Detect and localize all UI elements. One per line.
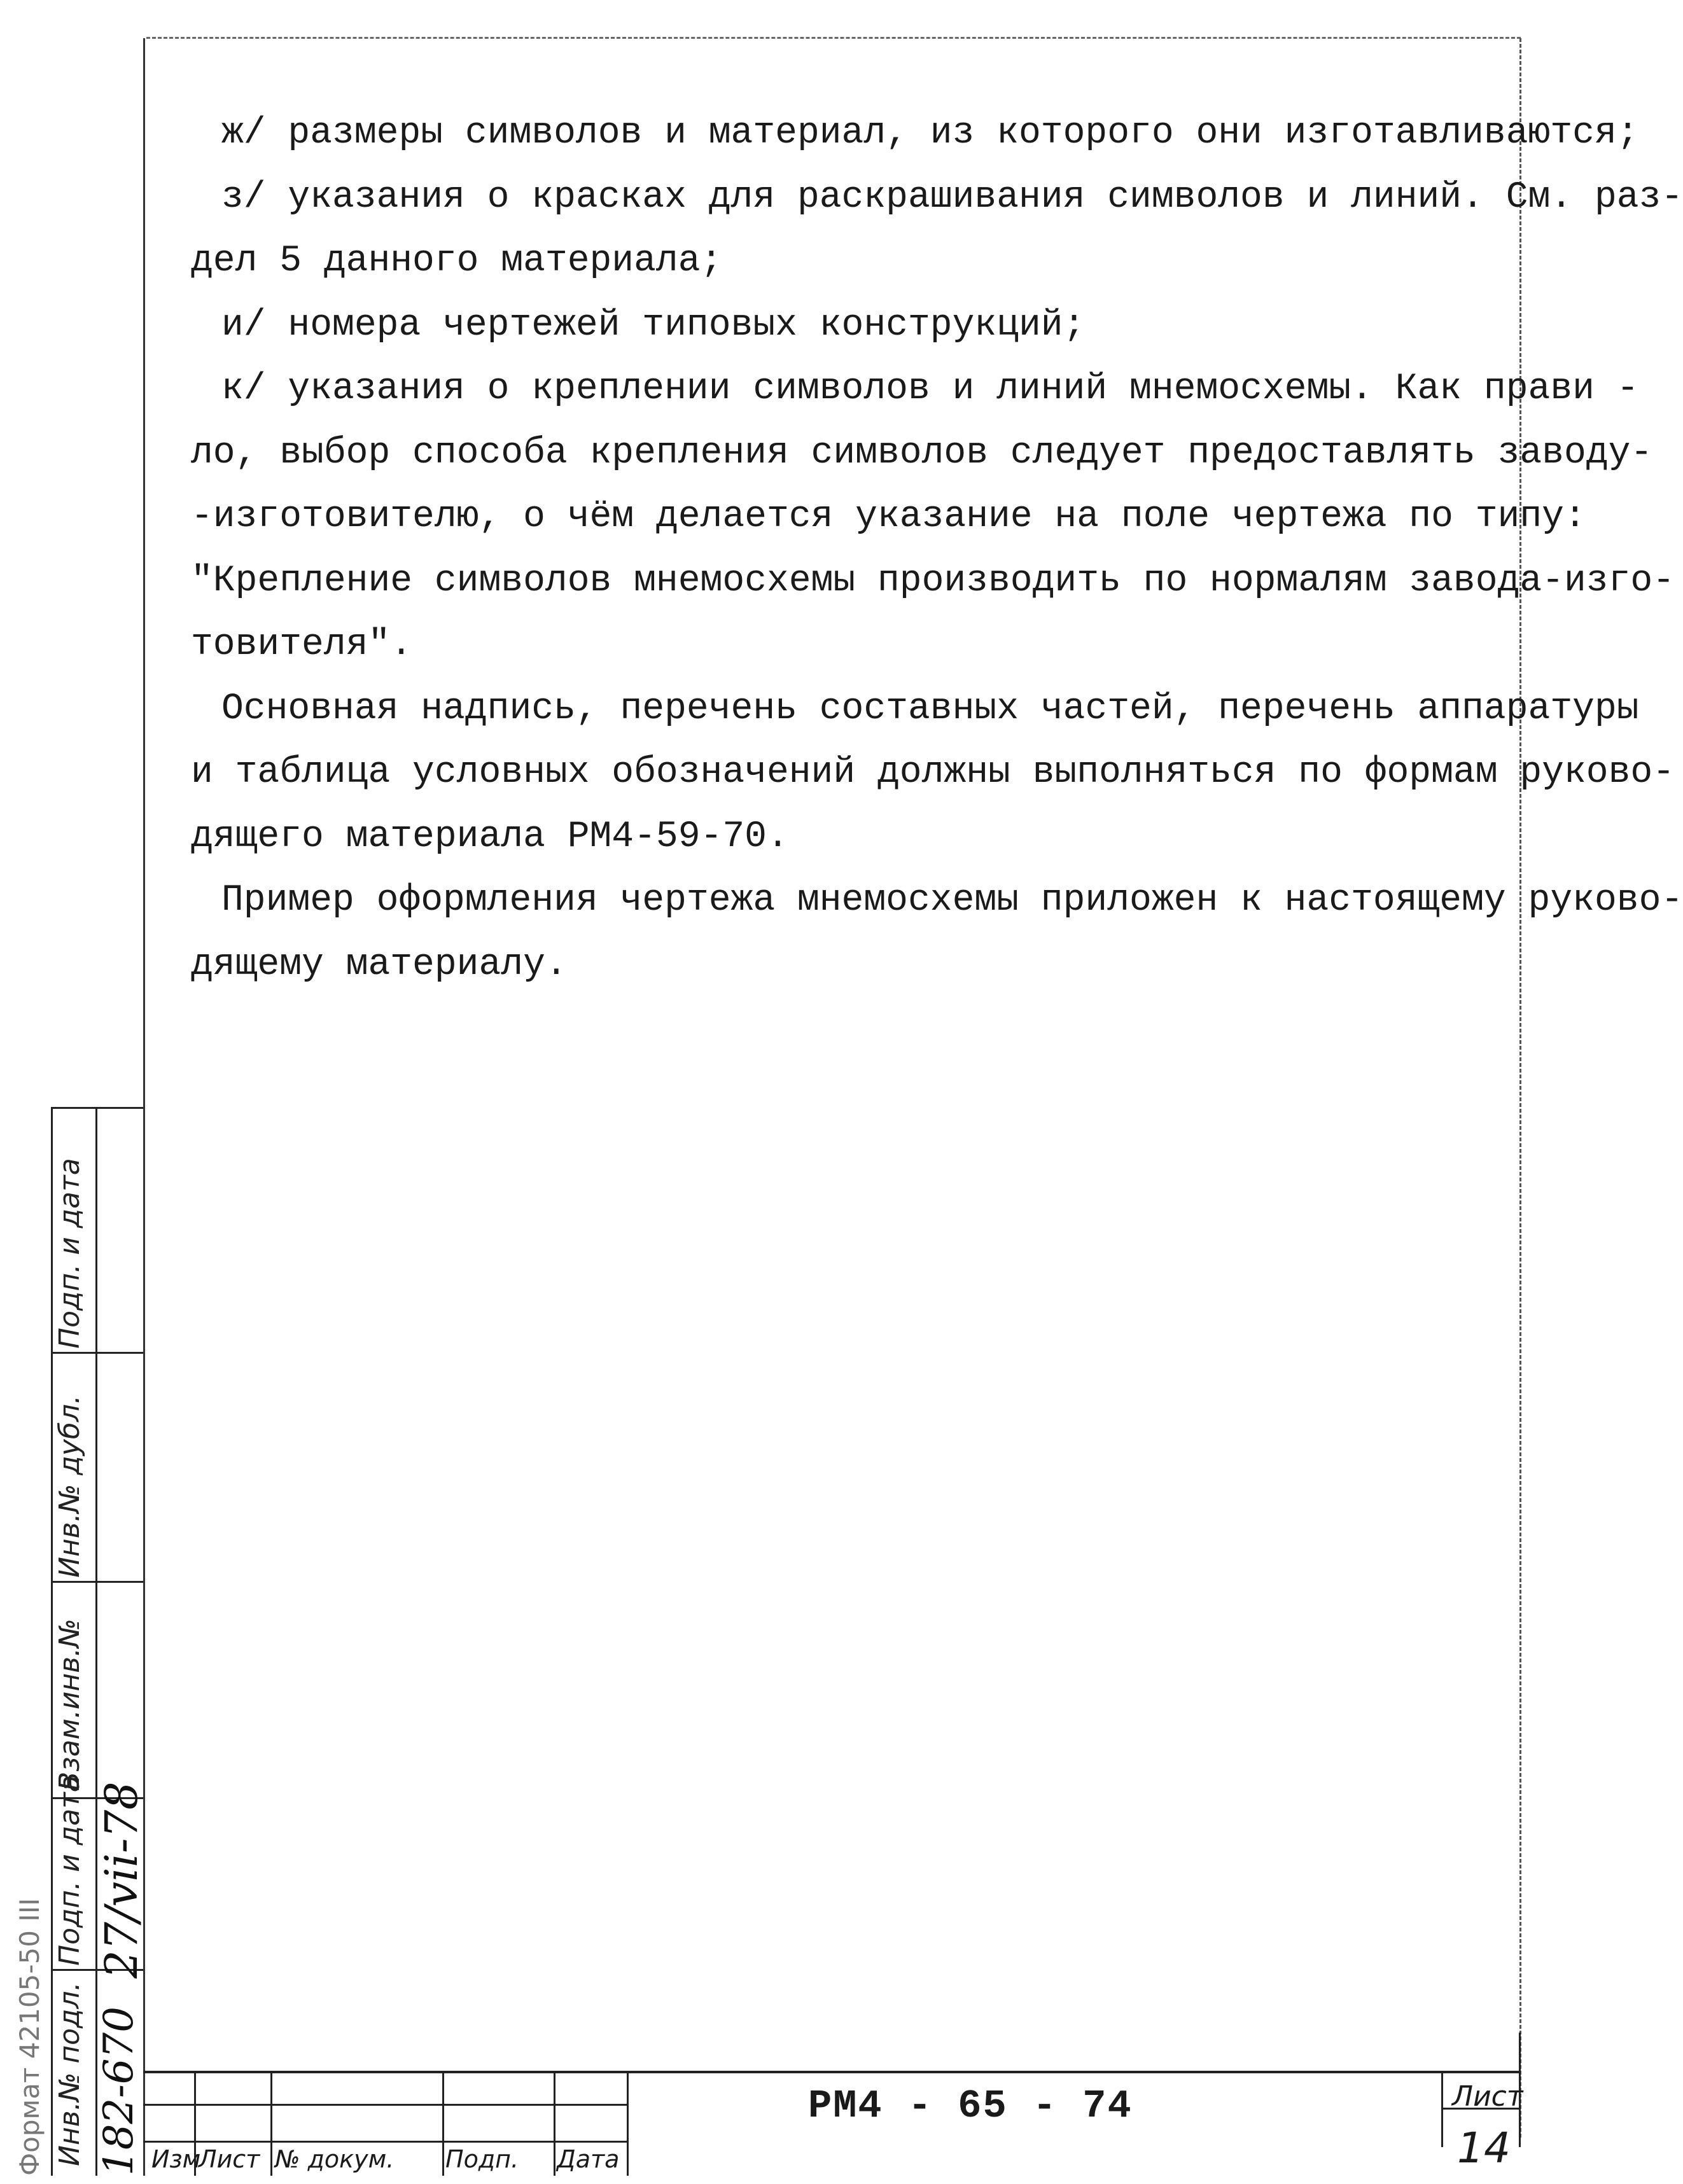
title-block-col-line bbox=[554, 2071, 555, 2176]
handwritten-signature-date: 27/vii-78 bbox=[95, 1781, 148, 1979]
col-label-change: Изм bbox=[151, 2145, 201, 2173]
text-line: дящему материалу. bbox=[191, 943, 568, 985]
side-label: Взам.инв.№ bbox=[53, 1618, 86, 1791]
side-stamp-border bbox=[51, 1107, 53, 2176]
title-block-col-line bbox=[442, 2071, 444, 2176]
document-code: РМ4 - 65 - 74 bbox=[808, 2083, 1133, 2129]
frame-right-border bbox=[1519, 38, 1521, 2138]
frame-top-border bbox=[146, 37, 1521, 39]
col-label-doc-number: № докум. bbox=[275, 2145, 395, 2173]
handwritten-inventory-number: 182-670 bbox=[95, 2007, 143, 2176]
text-line: и таблица условных обозначений должны выполняться по формам руково- bbox=[191, 752, 1675, 793]
col-label-date: Дата bbox=[557, 2145, 620, 2173]
text-line: "Крепление символов мнемосхемы производить по нормалям завода-изго- bbox=[191, 560, 1675, 602]
format-note: Формат 42105-50 III bbox=[14, 1898, 45, 2176]
side-label: Подп. и дата bbox=[53, 1158, 86, 1349]
text-line: -изготовителю, о чём делается указание на поле чертежа по типу: bbox=[191, 496, 1586, 538]
title-block-col-line bbox=[627, 2071, 629, 2176]
text-line: ло, выбор способа крепления символов следует предоставлять заводу- bbox=[191, 432, 1653, 474]
title-block-col-line bbox=[270, 2071, 272, 2176]
col-label-signature: Подп. bbox=[445, 2145, 519, 2173]
text-line: товителя". bbox=[191, 624, 413, 665]
title-block-col-line bbox=[1441, 2071, 1443, 2147]
text-line: Пример оформления чертежа мнемосхемы приложен к настоящему руково- bbox=[221, 880, 1683, 921]
text-line: к/ указания о креплении символов и линий мнемосхемы. Как прави - bbox=[221, 368, 1639, 410]
text-line: и/ номера чертежей типовых конструкций; bbox=[221, 304, 1086, 346]
text-line: дящего материала РМ4-59-70. bbox=[191, 816, 789, 858]
text-line: з/ указания о красках для раскрашивания символов и линий. См. раз- bbox=[221, 176, 1683, 218]
text-line: ж/ размеры символов и материал, из которого они изготавливаются; bbox=[221, 113, 1639, 154]
body-text bbox=[191, 102, 1683, 997]
side-label: Инв.№ подл. bbox=[53, 1982, 86, 2166]
sheet-number: 14 bbox=[1457, 2124, 1511, 2173]
side-label: Подп. и дата bbox=[53, 1775, 86, 1966]
side-label: Инв.№ дубл. bbox=[53, 1395, 86, 1578]
side-stamp-row bbox=[51, 1581, 143, 1583]
col-label-sheet: Лист bbox=[199, 2145, 260, 2173]
side-stamp-row bbox=[51, 1352, 143, 1354]
text-line: Основная надпись, перечень составных частей, перечень аппаратуры bbox=[221, 688, 1639, 730]
text-line: дел 5 данного материала; bbox=[191, 240, 723, 282]
sheet-label: Лист bbox=[1452, 2080, 1523, 2113]
side-stamp-row bbox=[51, 1107, 143, 1109]
title-block-top-line bbox=[143, 2071, 1521, 2073]
